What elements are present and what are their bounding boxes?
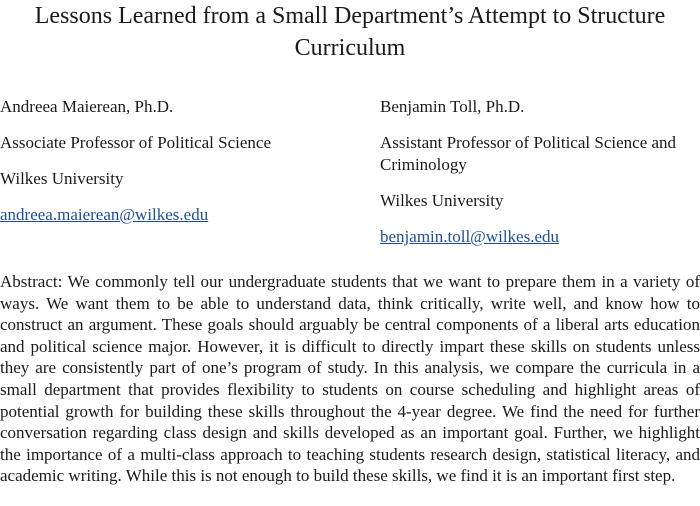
author-affiliation: Wilkes University: [380, 191, 504, 210]
author-email-link[interactable]: benjamin.toll@wilkes.edu: [380, 227, 560, 246]
author-affiliation: Wilkes University: [0, 169, 124, 188]
author-email-link[interactable]: andreea.maierean@wilkes.edu: [0, 205, 209, 224]
author-block-2: [380, 96, 700, 262]
author-position: Assistant Professor of Political Science and Criminology: [380, 133, 677, 174]
author-block-1: [0, 96, 340, 240]
author-name: Benjamin Toll, Ph.D.: [380, 97, 525, 116]
author-position: Associate Professor of Political Science: [0, 133, 271, 152]
abstract-text: Abstract: We commonly tell our undergraduate students that we want to prepare them in a variety of ways. We want them to be able to understand data, think critically, write well, and know how to construct an argument. These goals should arguably be central components of a liberal arts education and political science major. However, it is difficult to directly impart these skills on students unless they are consistently part of one’s program of study. In this analysis, we compare the curricula in a small department that provides flexibility to students on course scheduling and highlight areas of potential growth for building these skills throughout the 4-year degree. We find the need for further conversation regarding class design and skills developed as an important goal. Further, we highlight the importance of a multi-class approach to teaching students research design, statistical literacy, and academic writing. While this is not enough to build these skills, we find it is an important first step.: [0, 272, 700, 486]
author-name: Andreea Maierean, Ph.D.: [0, 97, 174, 116]
paper-title: Lessons Learned from a Small Department’s Attempt to Structure Curriculum: [34, 3, 666, 61]
